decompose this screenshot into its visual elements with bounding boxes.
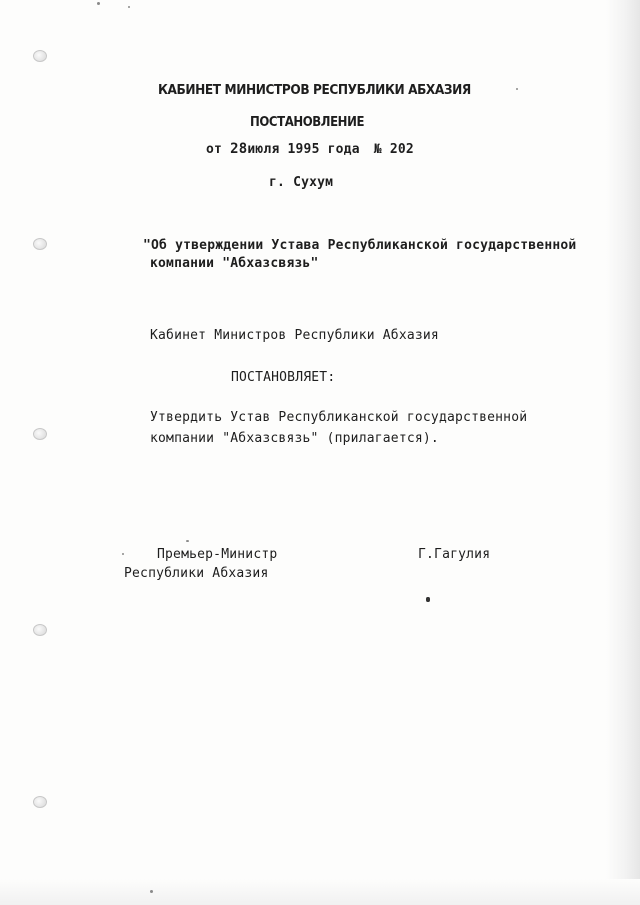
signatory-title-line-1: Премьер-Министр — [157, 547, 278, 562]
date-month-year: июля 1995 года — [247, 142, 360, 157]
scan-speck — [150, 890, 153, 893]
issuer-statement: Кабинет Министров Республики Абхазия — [150, 328, 439, 343]
scan-speck — [516, 88, 518, 90]
subject-line-1: "Об утверждении Устава Республиканской государственной — [143, 238, 577, 253]
scan-speck — [186, 540, 189, 542]
subject-line-2: компании "Абхазсвязь" — [150, 256, 319, 271]
scan-speck — [128, 6, 130, 8]
binder-hole — [33, 624, 47, 636]
signatory-title-line-2: Республики Абхазия — [124, 566, 269, 581]
resolves-heading: ПОСТАНОВЛЯЕТ: — [231, 370, 336, 385]
body-text-line-1: Утвердить Устав Республиканской государственной — [150, 410, 528, 425]
ink-dot — [426, 597, 430, 602]
number-sign: № — [373, 142, 382, 157]
document-date-line — [206, 141, 414, 158]
document-type: ПОСТАНОВЛЕНИЕ — [250, 115, 365, 130]
document-number: 202 — [389, 142, 414, 157]
scan-edge-right — [606, 0, 640, 905]
scan-edge-bottom — [0, 879, 640, 905]
signatory-name: Г.Гагулия — [418, 547, 491, 562]
organization-title: КАБИНЕТ МИНИСТРОВ РЕСПУБЛИКИ АБХАЗИЯ — [158, 82, 471, 98]
binder-hole — [33, 50, 47, 62]
body-text-line-2: компании "Абхазсвязь" (прилагается). — [150, 431, 439, 446]
date-prefix: от — [206, 142, 223, 157]
scan-speck — [97, 2, 100, 5]
scan-speck — [122, 553, 124, 555]
binder-hole — [33, 428, 47, 440]
binder-hole — [33, 796, 47, 808]
binder-hole — [33, 238, 47, 250]
city: г. Сухум — [269, 175, 334, 190]
date-day: 28 — [230, 141, 248, 157]
